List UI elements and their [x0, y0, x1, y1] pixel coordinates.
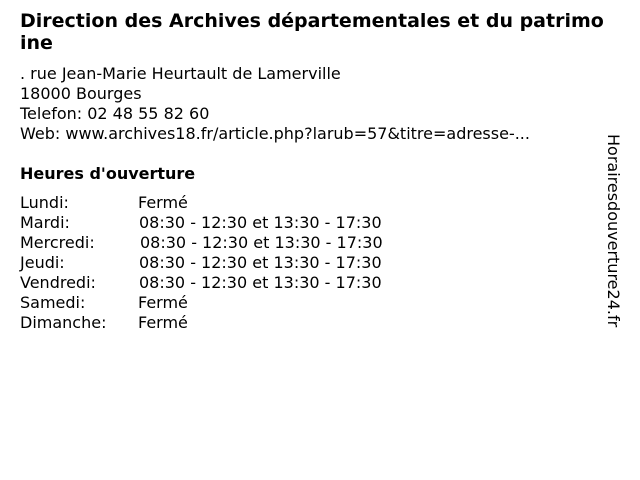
day-label: Jeudi: — [20, 253, 65, 272]
city-postal-code: 18000 Bourges — [20, 84, 142, 103]
day-label: Vendredi: — [20, 273, 96, 292]
time-value: Fermé — [138, 193, 188, 212]
day-label: Samedi: — [20, 293, 86, 312]
address-block — [20, 64, 590, 144]
page-title: Direction des Archives départementales et du patrimoine — [20, 10, 604, 54]
time-value: Fermé — [138, 313, 188, 332]
time-value: 08:30 - 12:30 et 13:30 - 17:30 — [139, 273, 382, 292]
hours-heading: Heures d'ouverture — [20, 164, 196, 183]
time-value: Fermé — [138, 293, 188, 312]
day-label: Dimanche: — [20, 313, 107, 332]
site-watermark: Horairesdouverture24.fr — [604, 134, 623, 328]
phone-number: Telefon: 02 48 55 82 60 — [20, 104, 210, 123]
time-value: 08:30 - 12:30 et 13:30 - 17:30 — [139, 213, 382, 232]
street-address: . rue Jean-Marie Heurtault de Lamerville — [20, 64, 341, 83]
time-value: 08:30 - 12:30 et 13:30 - 17:30 — [140, 233, 383, 252]
day-label: Lundi: — [20, 193, 69, 212]
time-value: 08:30 - 12:30 et 13:30 - 17:30 — [139, 253, 382, 272]
day-label: Mardi: — [20, 213, 70, 232]
website-link: Web: www.archives18.fr/article.php?larub=57&titre=adresse-... — [20, 124, 530, 143]
day-label: Mercredi: — [20, 233, 95, 252]
